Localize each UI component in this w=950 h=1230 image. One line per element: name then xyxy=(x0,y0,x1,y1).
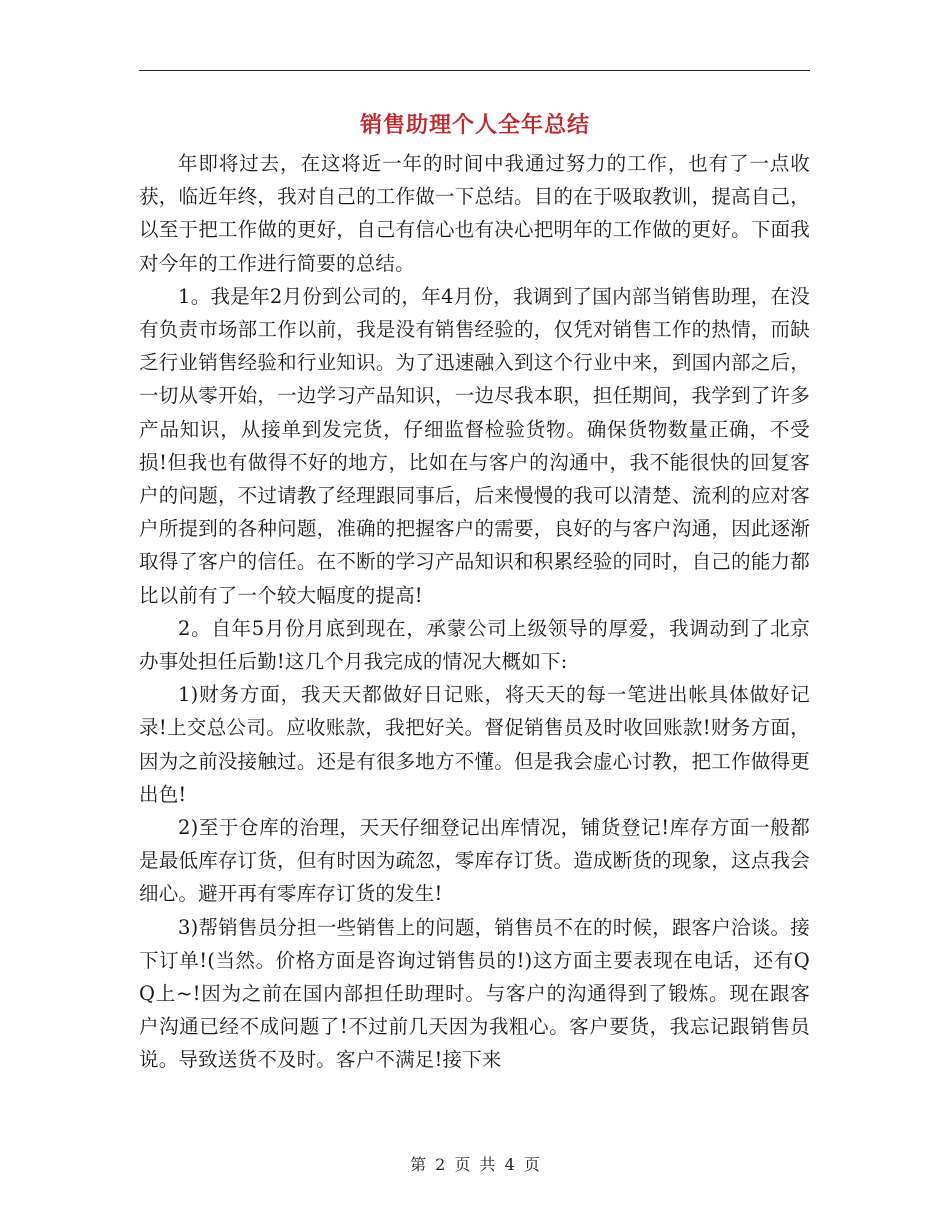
paragraph-section-2: 2。自年5月份月底到现在，承蒙公司上级领导的厚爱，我调动到了北京办事处担任后勤!这几个月我完成的情况大概如下: xyxy=(139,616,810,674)
paragraph-section-1: 1。我是年2月份到公司的，年4月份，我调到了国内部当销售助理，在没有负责市场部工作以前，我是没有销售经验的，仅凭对销售工作的热情，而缺乏行业销售经验和行业知识。为了迅速融入到这个行业中来，到国内部之后，一切从零开始，一边学习产品知识，一边尽我本职，担任期间，我学到了许多产品知识，从接单到发完货，仔细监督检验货物。确保货物数量正确，不受损!但我也有做得不好的地方，比如在与客户的沟通中，我不能很快的回复客户的问题，不过请教了经理跟同事后，后来慢慢的我可以清楚、流利的应对客户所提到的各种问题，准确的把握客户的需要，良好的与客户沟通，因此逐渐取得了客户的信任。在不断的学习产品知识和积累经验的同时，自己的能力都比以前有了一个较大幅度的提高! xyxy=(139,284,810,607)
page-number: 第 2 页 共 4 页 xyxy=(410,1155,540,1174)
paragraph-finance: 1)财务方面，我天天都做好日记账，将天天的每一笔进出帐具体做好记录!上交总公司。应收账款，我把好关。督促销售员及时收回账款!财务方面，因为之前没接触过。还是有很多地方不懂。但是我会虚心讨教，把工作做得更出色! xyxy=(139,683,810,806)
document-body xyxy=(139,147,810,1077)
document-title: 销售助理个人全年总结 xyxy=(359,112,590,138)
paragraph-warehouse: 2)至于仓库的治理，天天仔细登记出库情况，铺货登记!库存方面一般都是最低库存订货，但有时因为疏忽，零库存订货。造成断货的现象，这点我会细心。避开再有零库存订货的发生! xyxy=(139,816,810,906)
header-rule xyxy=(139,70,810,71)
paragraph-sales-support: 3)帮销售员分担一些销售上的问题，销售员不在的时候，跟客户洽谈。接下订单!(当然。价格方面是咨询过销售员的!)这方面主要表现在电话，还有QQ上~!因为之前在国内部担任助理时。与客户的沟通得到了锻炼。现在跟客户沟通已经不成问题了!不过前几天因为我粗心。客户要货，我忘记跟销售员说。导致送货不及时。客户不满足!接下来 xyxy=(139,915,810,1072)
paragraph-intro: 年即将过去，在这将近一年的时间中我通过努力的工作，也有了一点收获，临近年终，我对自己的工作做一下总结。目的在于吸取教训，提高自己，以至于把工作做的更好，自己有信心也有决心把明年的工作做的更好。下面我对今年的工作进行简要的总结。 xyxy=(139,152,810,275)
